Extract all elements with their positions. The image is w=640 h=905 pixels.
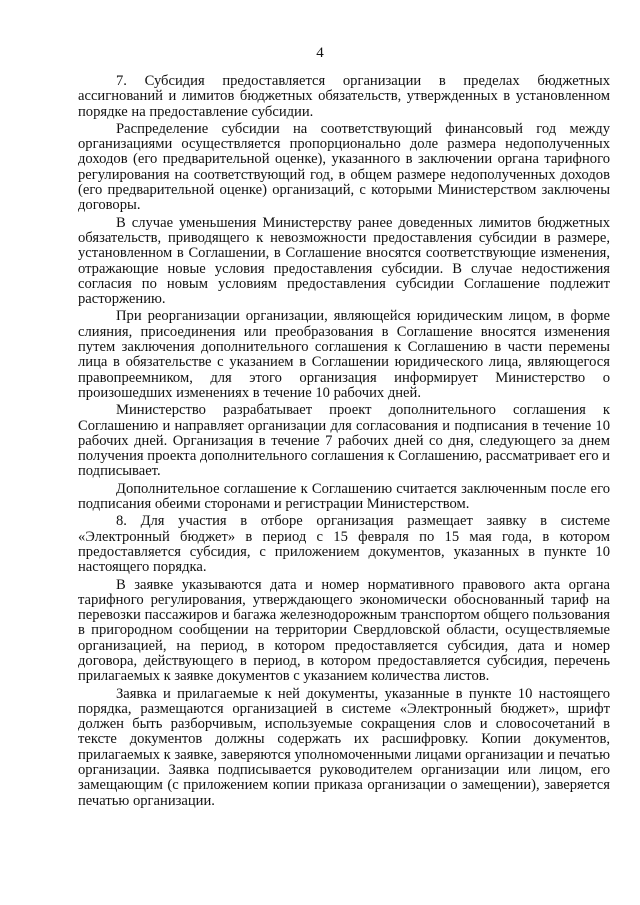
page-number: 4 [316, 45, 324, 61]
paragraph: Министерство разрабатывает проект дополнительного соглашения к Соглашению и направляет организации для согласования и подписания в течение 10 рабочих дней. Организация в течение 7 рабочих дней со дня, следующего за днем получения проекта дополнительного соглашения к Соглашению, рассматривает его и подписывает. [78, 402, 610, 480]
paragraph: Заявка и прилагаемые к ней документы, указанные в пункте 10 настоящего порядка, размещаются организацией в системе «Электронный бюджет», шрифт должен быть разборчивым, используемые сокращения слов и словосочетаний в тексте документов должны содержать их расшифровку. Копии документов, прилагаемых к заявке, заверяются уполномоченными лицами организации и печатью организации. Заявка подписывается руководителем организации или лицом, его замещающим (с приложением копии приказа организации о замещении), заверяется печатью организации. [78, 685, 610, 809]
document-body [78, 74, 610, 811]
paragraph: 7. Субсидия предоставляется организации в пределах бюджетных ассигнований и лимитов бюджетных обязательств, утвержденных в установленном порядке на предоставление субсидии. [78, 73, 610, 120]
paragraph: Распределение субсидии на соответствующий финансовый год между организациями осуществляется пропорционально доле размера недополученных доходов (его предварительной оценке), указанного в заключении органа тарифного регулирования на соответствующий год, в общем размере недополученных доходов (его предварительной оценке) организаций, с которыми Министерством заключены договоры. [78, 120, 610, 214]
paragraph: В случае уменьшения Министерству ранее доведенных лимитов бюджетных обязательств, приводящего к невозможности предоставления субсидии в размере, установленном в Соглашении, в Соглашение вносятся соответствующие изменения, отражающие новые условия предоставления субсидии. В случае недостижения согласия по новым условиям предоставления субсидии Соглашение подлежит расторжению. [78, 214, 610, 308]
paragraph: Дополнительное соглашение к Соглашению считается заключенным после его подписания обеими сторонами и регистрации Министерством. [78, 480, 610, 513]
paragraph: 8. Для участия в отборе организация размещает заявку в системе «Электронный бюджет» в период с 15 февраля по 15 мая года, в котором предоставляется субсидия, с приложением документов, указанных в пункте 10 настоящего порядка. [78, 513, 610, 576]
paragraph: В заявке указываются дата и номер нормативного правового акта органа тарифного регулирования, утверждающего экономически обоснованный тариф на перевозки пассажиров и багажа железнодорожным транспортом общего пользования в пригородном сообщении на территории Свердловской области, осуществляемые организацией, на период, в котором предоставляется субсидия, дата и номер договора, действующего в период, в котором предоставляется субсидия, перечень прилагаемых к заявке документов с указанием количества листов. [78, 576, 610, 685]
paragraph: При реорганизации организации, являющейся юридическим лицом, в форме слияния, присоединения или преобразования в Соглашение вносятся изменения путем заключения дополнительного соглашения к Соглашению в части перемены лица в обязательстве с указанием в Соглашении юридического лица, являющегося правопреемником, для этого организация информирует Министерство о произошедших изменениях в течение 10 рабочих дней. [78, 308, 610, 401]
